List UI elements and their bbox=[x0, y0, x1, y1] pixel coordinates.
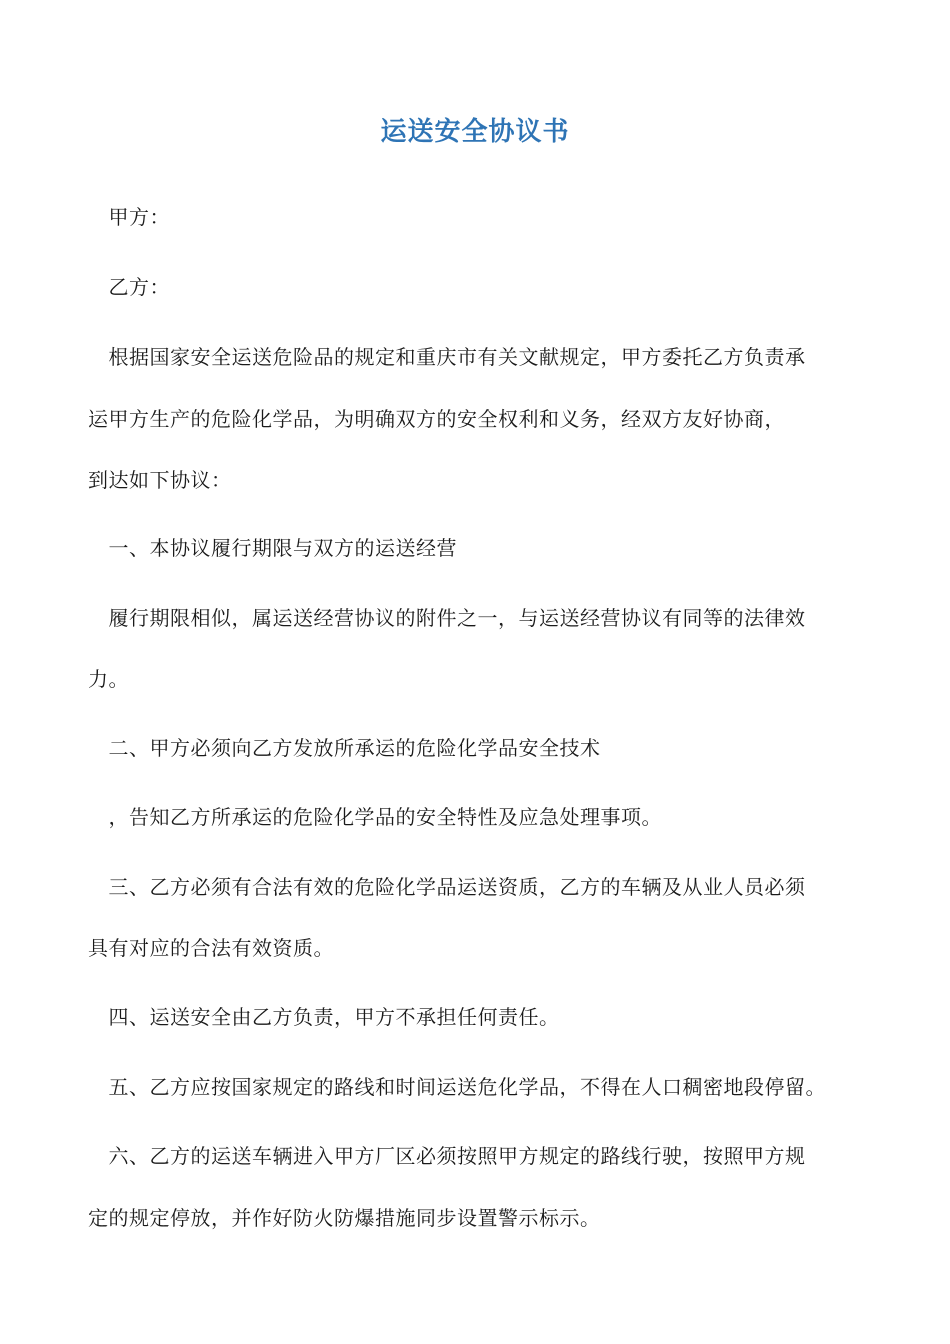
clause-heading-1: 一、本协议履行期限与双方的运送经营 bbox=[88, 536, 457, 560]
paragraph-line: 根据国家安全运送危险品的规定和重庆市有关文献规定，甲方委托乙方负责承 bbox=[88, 345, 806, 369]
clause-heading-2: 二、甲方必须向乙方发放所承运的危险化学品安全技术 bbox=[88, 736, 601, 760]
document-title: 运送安全协议书 bbox=[380, 117, 570, 147]
paragraph-line: ，告知乙方所承运的危险化学品的安全特性及应急处理事项。 bbox=[88, 805, 662, 829]
paragraph-line: 运甲方生产的危险化学品，为明确双方的安全权利和义务，经双方友好协商， bbox=[88, 407, 785, 431]
paragraph-line: 具有对应的合法有效资质。 bbox=[88, 936, 334, 960]
clause-5-line: 五、乙方应按国家规定的路线和时间运送危化学品，不得在人口稠密地段停留。 bbox=[88, 1075, 826, 1099]
paragraph-line: 到达如下协议： bbox=[88, 468, 232, 492]
clause-6-line: 六、乙方的运送车辆进入甲方厂区必须按照甲方规定的路线行驶，按照甲方规 bbox=[88, 1144, 806, 1168]
paragraph-line: 履行期限相似，属运送经营协议的附件之一，与运送经营协议有同等的法律效 bbox=[88, 606, 806, 630]
paragraph-line: 定的规定停放，并作好防火防爆措施同步设置警示标示。 bbox=[88, 1206, 601, 1230]
clause-4-line: 四、运送安全由乙方负责，甲方不承担任何责任。 bbox=[88, 1005, 560, 1029]
clause-3-line: 三、乙方必须有合法有效的危险化学品运送资质，乙方的车辆及从业人员必须 bbox=[88, 875, 806, 899]
party-b-line: 乙方： bbox=[88, 275, 170, 299]
party-a-line: 甲方： bbox=[88, 205, 170, 229]
paragraph-line: 力。 bbox=[88, 667, 129, 691]
